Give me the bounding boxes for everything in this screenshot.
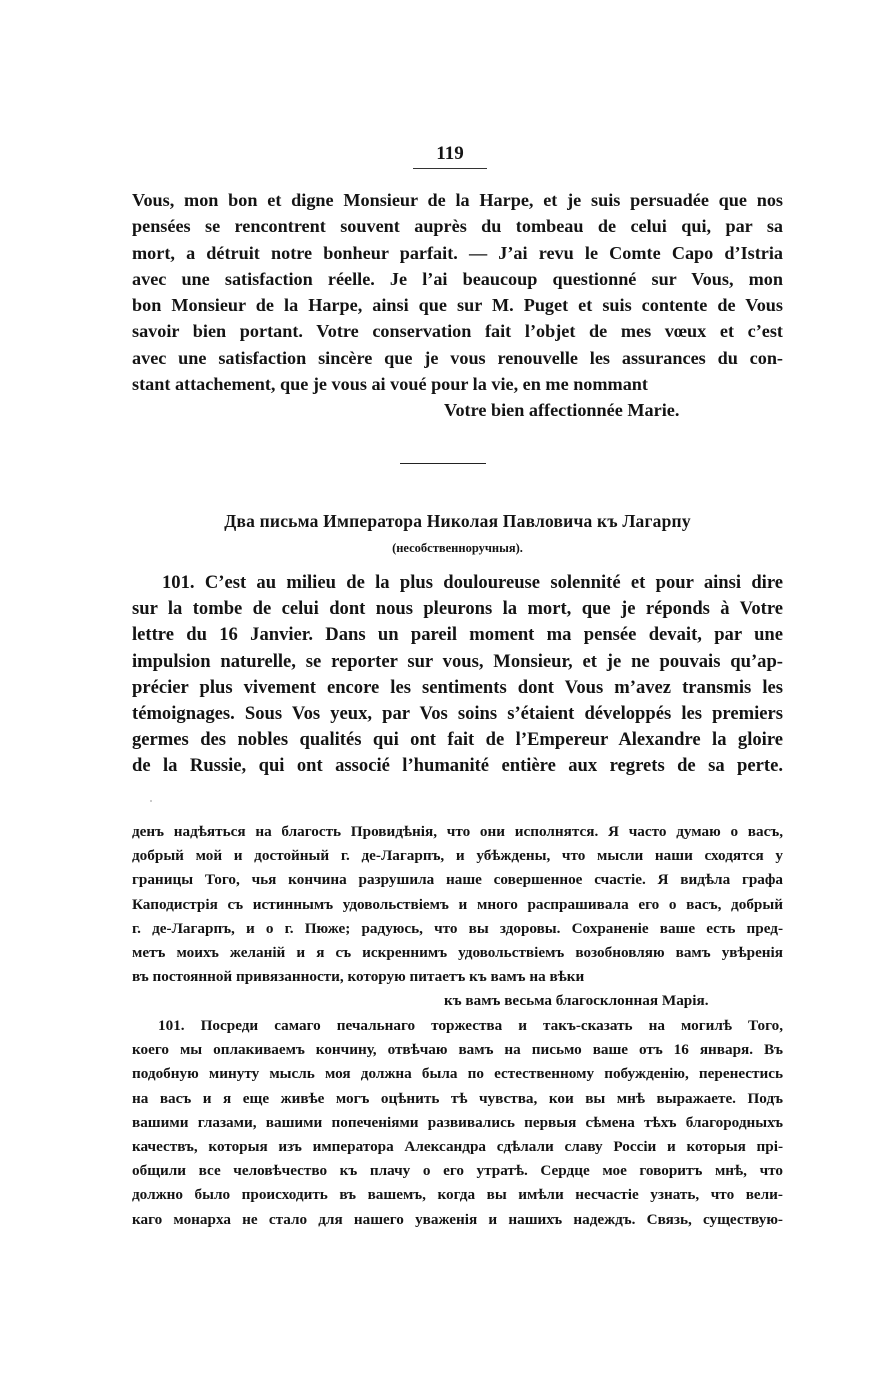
text-line: Каподистрія съ истиннымъ удовольствіемъ и много распрашивала его о васъ, добрый: [132, 895, 783, 913]
text-line: вашими глазами, вашими попеченіями развивались первыя сѣмена тѣхъ благородныхъ: [132, 1113, 783, 1131]
section-divider: [400, 463, 486, 464]
section-subheading: (несобственноручныя).: [392, 541, 523, 555]
text-line: денъ надѣяться на благость Провидѣнія, что они исполнятся. Я часто думаю о васъ,: [132, 823, 783, 840]
translation-prev-text: [132, 820, 783, 1014]
text-line: bon Monsieur de la Harpe, ainsi que sur M. Puget et suis contente de Vous: [132, 295, 783, 316]
text-line: должно было происходить въ вашемъ, когда вы имѣли несчастіе узнать, что вели-: [132, 1186, 783, 1204]
text-line: sur la tombe de celui dont nous pleurons la mort, que je réponds à Votre: [132, 598, 783, 620]
scan-speck: [150, 800, 152, 802]
text-line: précier plus vivement encore les sentiments dont Vous m’avez transmis les: [132, 676, 783, 698]
text-line: коего мы оплакиваемъ кончину, отвѣчаю вамъ на письмо ваше отъ 16 января. Въ: [132, 1041, 783, 1059]
signature: къ вамъ весьма благосклонная Марія.: [444, 992, 709, 1010]
letter-end-text: [132, 187, 783, 424]
section-heading: Два письма Императора Николая Павловича къ Лагарпу: [224, 511, 691, 531]
translation-101-text: [132, 1014, 783, 1232]
text-line: de la Russie, qui ont associé l’humanité entière aux regrets de sa perte.: [132, 755, 783, 777]
text-line: г. де-Лагарпъ, и о г. Пюже; радуюсь, что вы здоровы. Сохраненіе ваше есть пред-: [132, 919, 783, 937]
text-line: общили все человѣчество къ плачу о его утратѣ. Сердце мое говоритъ мнѣ, что: [132, 1162, 783, 1180]
text-line: каго монарха не стало для нашего уваженія и нашихъ надеждъ. Связь, существую-: [132, 1210, 783, 1228]
text-line: stant attachement, que je vous ai voué pour la vie, en me nommant: [132, 374, 648, 395]
signature: Votre bien affectionnée Marie.: [444, 400, 680, 421]
text-line: savoir bien portant. Votre conservation fait l’objet de mes vœux et c’est: [132, 321, 783, 342]
text-line: mort, a détruit notre bonheur parfait. — J’ai revu le Comte Capo d’Istria: [132, 242, 783, 263]
page-number-rule: [413, 168, 487, 169]
text-line: добрый мой и достойный г. де-Лагарпъ, и убѣждены, что мысли наши сходятся у: [132, 847, 783, 865]
text-line: avec une satisfaction réelle. Je l’ai beaucoup questionné sur Vous, mon: [132, 268, 783, 289]
text-line: на васъ и я еще живѣе могъ оцѣнить тѣ чувства, кои вы мнѣ выражаете. Подъ: [132, 1089, 783, 1107]
letter-101-text: [132, 570, 783, 780]
text-line: границы Того, чья кончина разрушила наше совершенное счастіе. Я видѣла графа: [132, 871, 783, 889]
text-line: въ постоянной привязанности, которую питаетъ къ вамъ на вѣки: [132, 968, 585, 986]
text-line: 101. C’est au milieu de la plus douloureuse solennité et pour ainsi dire: [162, 572, 783, 593]
page-number: 119: [436, 143, 464, 164]
text-line: Vous, mon bon et digne Monsieur de la Harpe, et je suis persuadée que nos: [132, 190, 783, 210]
text-line: метъ моихъ желаній и я съ искреннимъ удовольствіемъ возобновляю вамъ увѣренія: [132, 943, 783, 961]
text-line: качествъ, которыя изъ императора Александра сдѣлали славу Россіи и которыя прі-: [132, 1137, 783, 1155]
text-line: lettre du 16 Janvier. Dans un pareil moment ma pensée devait, par une: [132, 624, 783, 646]
text-line: 101. Посреди самаго печальнаго торжества и такъ-сказать на могилѣ Того,: [158, 1017, 783, 1034]
text-line: impulsion naturelle, se reporter sur vous, Monsieur, et je ne pouvais qu’ap-: [132, 650, 783, 672]
text-line: témoignages. Sous Vos yeux, par Vos soins s’étaient développés les premiers: [132, 702, 783, 724]
text-line: pensées se rencontrent souvent auprès du tombeau de celui qui, par sa: [132, 216, 783, 237]
text-line: germes des nobles qualités qui ont fait de l’Empereur Alexandre la gloire: [132, 729, 783, 751]
text-line: подобную минуту мысль моя должна была по естественному побужденію, перенестись: [132, 1065, 783, 1083]
text-line: avec une satisfaction sincère que je vous renouvelle les assurances du con-: [132, 347, 783, 368]
